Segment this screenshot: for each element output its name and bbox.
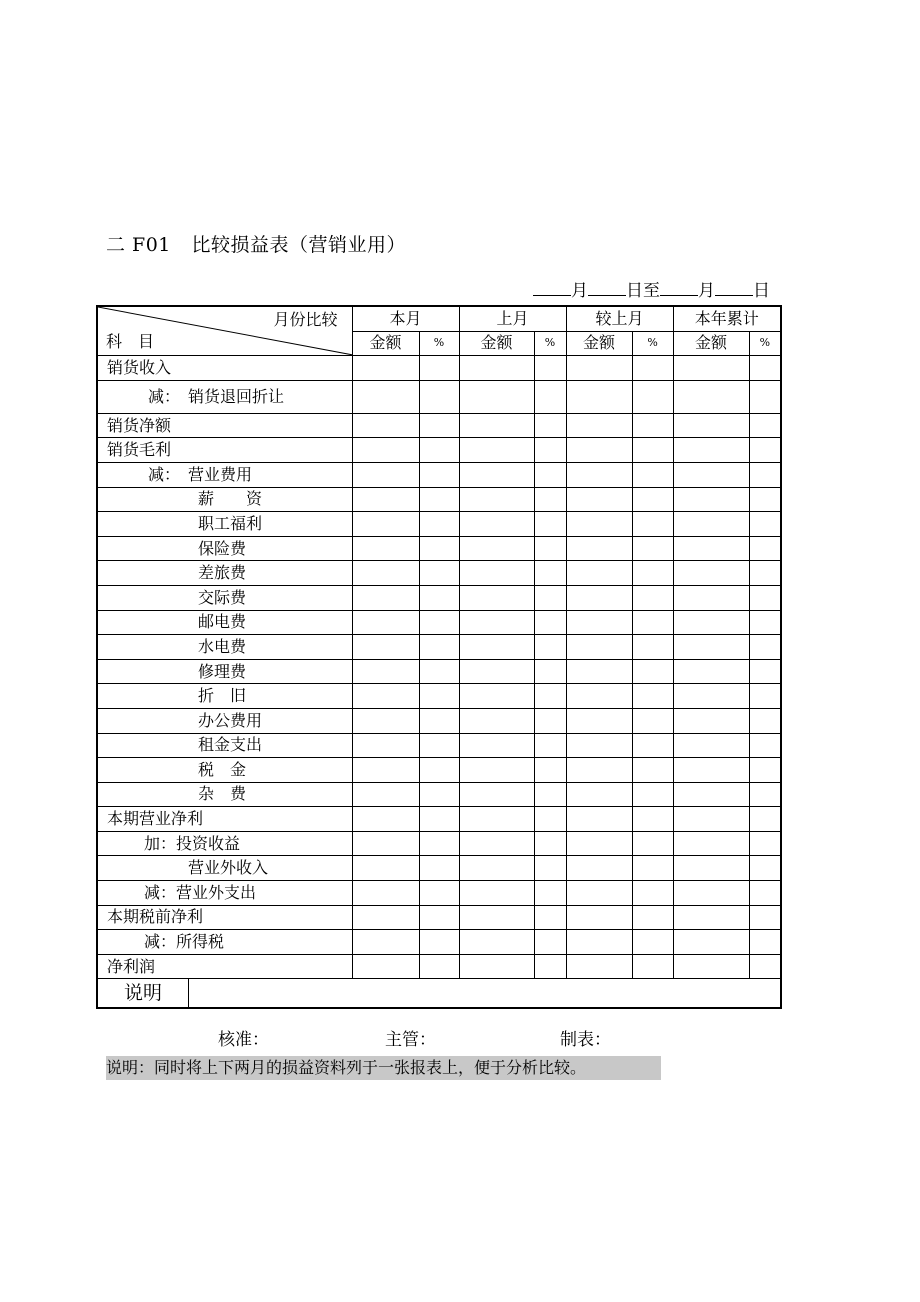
row-label: 差旅费 (97, 561, 352, 586)
pct-cell[interactable] (749, 356, 781, 381)
amount-cell[interactable] (459, 462, 534, 487)
table-row (97, 635, 781, 660)
amount-cell[interactable] (352, 462, 419, 487)
pct-cell[interactable] (534, 807, 566, 832)
note-content-cell[interactable] (352, 979, 781, 1009)
amount-cell[interactable] (566, 659, 632, 684)
table-row (97, 831, 781, 856)
amount-cell[interactable] (459, 856, 534, 881)
pct-cell[interactable] (749, 733, 781, 758)
amount-cell[interactable] (566, 438, 632, 463)
amount-cell[interactable] (459, 708, 534, 733)
pct-cell[interactable] (534, 905, 566, 930)
pct-cell[interactable] (632, 438, 673, 463)
pct-cell[interactable] (534, 758, 566, 783)
pct-cell[interactable] (749, 635, 781, 660)
amount-cell[interactable] (566, 708, 632, 733)
amount-cell[interactable] (459, 758, 534, 783)
row-label: 保险费 (97, 536, 352, 561)
pct-cell[interactable] (534, 380, 566, 413)
amount-cell[interactable] (352, 585, 419, 610)
amount-cell[interactable] (566, 512, 632, 537)
pct-cell[interactable] (632, 561, 673, 586)
table-row (97, 684, 781, 709)
row-label: 销货净额 (97, 413, 352, 438)
table-row (97, 561, 781, 586)
pct-cell[interactable] (632, 684, 673, 709)
preparer-label: 制表： (560, 1030, 611, 1050)
pct-cell[interactable] (419, 536, 459, 561)
amount-cell[interactable] (566, 462, 632, 487)
table-row (97, 733, 781, 758)
pct-cell[interactable] (419, 881, 459, 906)
amount-cell[interactable] (566, 684, 632, 709)
amount-cell[interactable] (459, 512, 534, 537)
row-label: 薪 资 (97, 487, 352, 512)
pct-cell[interactable] (632, 413, 673, 438)
amount-cell[interactable] (459, 356, 534, 381)
amount-cell[interactable] (459, 733, 534, 758)
pct-cell[interactable] (419, 380, 459, 413)
pct-cell[interactable] (419, 585, 459, 610)
pct-cell[interactable] (534, 512, 566, 537)
row-label: 减： 营业费用 (97, 462, 352, 487)
amount-cell[interactable] (459, 635, 534, 660)
amount-cell[interactable] (673, 536, 749, 561)
amount-cell[interactable] (352, 635, 419, 660)
income-statement-table (96, 305, 782, 1009)
amount-cell[interactable] (352, 881, 419, 906)
amount-cell[interactable] (673, 585, 749, 610)
amount-cell[interactable] (352, 487, 419, 512)
day-blank-2[interactable] (715, 279, 753, 296)
amount-cell[interactable] (673, 438, 749, 463)
amount-cell[interactable] (566, 610, 632, 635)
amount-cell[interactable] (673, 380, 749, 413)
footnote: 说明：同时将上下两月的损益资料列于一张报表上，便于分析比较。 (106, 1056, 661, 1080)
table-row (97, 708, 781, 733)
pct-cell[interactable] (749, 585, 781, 610)
amount-cell[interactable] (566, 856, 632, 881)
amount-cell[interactable] (352, 413, 419, 438)
amount-cell[interactable] (352, 905, 419, 930)
amount-cell[interactable] (352, 930, 419, 955)
pct-cell[interactable] (419, 561, 459, 586)
amount-cell[interactable] (566, 930, 632, 955)
pct-cell[interactable] (534, 462, 566, 487)
table-row (97, 881, 781, 906)
row-label: 本期营业净利 (97, 807, 352, 832)
row-label: 邮电费 (97, 610, 352, 635)
amount-cell[interactable] (459, 684, 534, 709)
pct-cell[interactable] (534, 856, 566, 881)
pct-cell[interactable] (749, 610, 781, 635)
corner-subject: 科 目 (106, 332, 155, 352)
pct-cell[interactable] (632, 856, 673, 881)
amount-cell[interactable] (566, 356, 632, 381)
amount-cell[interactable] (352, 954, 419, 979)
pct-cell[interactable] (419, 831, 459, 856)
amount-cell[interactable] (459, 487, 534, 512)
row-label: 加：投资收益 (97, 831, 352, 856)
row-label: 减： 销货退回折让 (97, 380, 352, 413)
month-label-2: 月 (698, 281, 715, 301)
row-label: 本期税前净利 (97, 905, 352, 930)
table-row (97, 856, 781, 881)
pct-cell[interactable] (749, 561, 781, 586)
amount-cell[interactable] (566, 561, 632, 586)
manager-label: 主管： (385, 1030, 436, 1050)
amount-cell[interactable] (673, 905, 749, 930)
pct-cell[interactable] (749, 684, 781, 709)
pct-cell[interactable] (419, 807, 459, 832)
row-label: 折 旧 (97, 684, 352, 709)
table-row (97, 438, 781, 463)
amount-cell[interactable] (566, 413, 632, 438)
pct-cell[interactable] (749, 380, 781, 413)
pct-cell[interactable] (534, 487, 566, 512)
pct-cell[interactable] (534, 659, 566, 684)
sub-amount: 金额 (459, 331, 534, 356)
month-label-1: 月 (571, 281, 588, 301)
pct-cell[interactable] (419, 782, 459, 807)
table-row (97, 512, 781, 537)
pct-cell[interactable] (419, 684, 459, 709)
amount-cell[interactable] (352, 684, 419, 709)
pct-cell[interactable] (632, 733, 673, 758)
pct-cell[interactable] (632, 380, 673, 413)
pct-cell[interactable] (534, 930, 566, 955)
amount-cell[interactable] (459, 659, 534, 684)
amount-cell[interactable] (459, 905, 534, 930)
sub-pct: % (534, 331, 566, 356)
amount-cell[interactable] (673, 758, 749, 783)
table-row (97, 585, 781, 610)
pct-cell[interactable] (534, 708, 566, 733)
sub-pct: % (419, 331, 459, 356)
table-row (97, 807, 781, 832)
amount-cell[interactable] (352, 380, 419, 413)
pct-cell[interactable] (632, 930, 673, 955)
amount-cell[interactable] (673, 512, 749, 537)
amount-cell[interactable] (566, 758, 632, 783)
amount-cell[interactable] (459, 782, 534, 807)
pct-cell[interactable] (419, 610, 459, 635)
amount-cell[interactable] (459, 954, 534, 979)
amount-cell[interactable] (352, 733, 419, 758)
pct-cell[interactable] (749, 536, 781, 561)
pct-cell[interactable] (749, 954, 781, 979)
pct-cell[interactable] (419, 659, 459, 684)
month-blank-1[interactable] (533, 279, 571, 296)
amount-cell[interactable] (352, 758, 419, 783)
amount-cell[interactable] (673, 831, 749, 856)
amount-cell[interactable] (459, 585, 534, 610)
amount-cell[interactable] (566, 487, 632, 512)
amount-cell[interactable] (459, 561, 534, 586)
amount-cell[interactable] (566, 807, 632, 832)
form-title: 比较损益表（营销业用） (191, 234, 406, 256)
pct-cell[interactable] (419, 487, 459, 512)
table-row (97, 930, 781, 955)
row-label: 税 金 (97, 758, 352, 783)
amount-cell[interactable] (566, 536, 632, 561)
pct-cell[interactable] (749, 413, 781, 438)
amount-cell[interactable] (459, 831, 534, 856)
pct-cell[interactable] (749, 881, 781, 906)
header-last-month: 上月 (459, 306, 566, 331)
amount-cell[interactable] (673, 733, 749, 758)
row-label: 减：营业外支出 (97, 881, 352, 906)
amount-cell[interactable] (673, 635, 749, 660)
sub-amount: 金额 (352, 331, 419, 356)
row-label: 职工福利 (97, 512, 352, 537)
pct-cell[interactable] (419, 438, 459, 463)
pct-cell[interactable] (534, 831, 566, 856)
pct-cell[interactable] (534, 585, 566, 610)
amount-cell[interactable] (566, 733, 632, 758)
pct-cell[interactable] (749, 487, 781, 512)
pct-cell[interactable] (419, 733, 459, 758)
pct-cell[interactable] (632, 905, 673, 930)
pct-cell[interactable] (749, 438, 781, 463)
pct-cell[interactable] (632, 487, 673, 512)
amount-cell[interactable] (352, 536, 419, 561)
table-row (97, 380, 781, 413)
amount-cell[interactable] (459, 807, 534, 832)
pct-cell[interactable] (632, 954, 673, 979)
amount-cell[interactable] (352, 782, 419, 807)
amount-cell[interactable] (673, 708, 749, 733)
pct-cell[interactable] (534, 881, 566, 906)
row-label: 减：所得税 (97, 930, 352, 955)
amount-cell[interactable] (566, 954, 632, 979)
header-this-month: 本月 (352, 306, 459, 331)
pct-cell[interactable] (632, 536, 673, 561)
amount-cell[interactable] (566, 905, 632, 930)
row-label: 修理费 (97, 659, 352, 684)
pct-cell[interactable] (534, 413, 566, 438)
amount-cell[interactable] (459, 930, 534, 955)
table-row (97, 413, 781, 438)
row-label: 销货收入 (97, 356, 352, 381)
pct-cell[interactable] (632, 782, 673, 807)
amount-cell[interactable] (352, 610, 419, 635)
amount-cell[interactable] (673, 413, 749, 438)
pct-cell[interactable] (534, 438, 566, 463)
header-vs-last-month: 较上月 (566, 306, 673, 331)
row-label: 销货毛利 (97, 438, 352, 463)
row-label: 办公费用 (97, 708, 352, 733)
amount-cell[interactable] (673, 610, 749, 635)
sub-amount: 金额 (673, 331, 749, 356)
table-row (97, 487, 781, 512)
pct-cell[interactable] (749, 905, 781, 930)
pct-cell[interactable] (749, 856, 781, 881)
amount-cell[interactable] (459, 536, 534, 561)
form-code: 二 F01 (106, 234, 171, 256)
pct-cell[interactable] (632, 708, 673, 733)
pct-cell[interactable] (419, 930, 459, 955)
pct-cell[interactable] (419, 708, 459, 733)
pct-cell[interactable] (632, 881, 673, 906)
pct-cell[interactable] (632, 807, 673, 832)
amount-cell[interactable] (352, 659, 419, 684)
pct-cell[interactable] (749, 659, 781, 684)
amount-cell[interactable] (673, 807, 749, 832)
pct-cell[interactable] (749, 512, 781, 537)
amount-cell[interactable] (673, 881, 749, 906)
table-row (97, 610, 781, 635)
amount-cell[interactable] (566, 380, 632, 413)
note-row (97, 979, 781, 1009)
amount-cell[interactable] (566, 881, 632, 906)
amount-cell[interactable] (673, 782, 749, 807)
pct-cell[interactable] (534, 536, 566, 561)
page-title (106, 230, 406, 257)
pct-cell[interactable] (749, 930, 781, 955)
pct-cell[interactable] (749, 807, 781, 832)
sub-amount: 金额 (566, 331, 632, 356)
pct-cell[interactable] (534, 635, 566, 660)
amount-cell[interactable] (566, 585, 632, 610)
row-label: 租金支出 (97, 733, 352, 758)
pct-cell[interactable] (534, 733, 566, 758)
pct-cell[interactable] (632, 831, 673, 856)
table-row (97, 356, 781, 381)
pct-cell[interactable] (419, 635, 459, 660)
amount-cell[interactable] (352, 561, 419, 586)
pct-cell[interactable] (749, 708, 781, 733)
amount-cell[interactable] (352, 438, 419, 463)
amount-cell[interactable] (566, 635, 632, 660)
amount-cell[interactable] (673, 856, 749, 881)
table-row (97, 536, 781, 561)
row-label: 水电费 (97, 635, 352, 660)
approval-label: 核准： (218, 1030, 269, 1050)
header-ytd: 本年累计 (673, 306, 781, 331)
corner-month-compare: 月份比较 (273, 310, 338, 329)
date-range (533, 276, 770, 301)
pct-cell[interactable] (534, 684, 566, 709)
amount-cell[interactable] (352, 807, 419, 832)
pct-cell[interactable] (534, 356, 566, 381)
day-blank-1[interactable] (588, 279, 626, 296)
amount-cell[interactable] (673, 954, 749, 979)
amount-cell[interactable] (352, 512, 419, 537)
pct-cell[interactable] (419, 356, 459, 381)
header-corner-cell (97, 306, 352, 356)
table-row (97, 954, 781, 979)
pct-cell[interactable] (749, 462, 781, 487)
amount-cell[interactable] (673, 487, 749, 512)
day-label-2: 日 (753, 281, 770, 301)
amount-cell[interactable] (352, 708, 419, 733)
table-row (97, 758, 781, 783)
amount-cell[interactable] (459, 881, 534, 906)
pct-cell[interactable] (419, 462, 459, 487)
amount-cell[interactable] (459, 413, 534, 438)
pct-cell[interactable] (749, 758, 781, 783)
amount-cell[interactable] (566, 831, 632, 856)
sub-pct: % (749, 331, 781, 356)
amount-cell[interactable] (673, 684, 749, 709)
amount-cell[interactable] (352, 831, 419, 856)
pct-cell[interactable] (632, 512, 673, 537)
row-label: 杂 费 (97, 782, 352, 807)
sub-pct: % (632, 331, 673, 356)
pct-cell[interactable] (534, 561, 566, 586)
amount-cell[interactable] (673, 561, 749, 586)
table-row (97, 905, 781, 930)
pct-cell[interactable] (419, 856, 459, 881)
amount-cell[interactable] (673, 356, 749, 381)
pct-cell[interactable] (632, 610, 673, 635)
pct-cell[interactable] (419, 758, 459, 783)
amount-cell[interactable] (673, 659, 749, 684)
month-blank-2[interactable] (660, 279, 698, 296)
note-label (97, 979, 352, 1009)
amount-cell[interactable] (459, 380, 534, 413)
amount-cell[interactable] (673, 930, 749, 955)
pct-cell[interactable] (632, 585, 673, 610)
amount-cell[interactable] (352, 856, 419, 881)
pct-cell[interactable] (632, 758, 673, 783)
row-label: 营业外收入 (97, 856, 352, 881)
pct-cell[interactable] (419, 413, 459, 438)
row-label: 交际费 (97, 585, 352, 610)
amount-cell[interactable] (459, 610, 534, 635)
note-label-text: 说明 (98, 979, 189, 1007)
amount-cell[interactable] (352, 356, 419, 381)
day-label-1: 日至 (626, 281, 660, 301)
pct-cell[interactable] (632, 462, 673, 487)
pct-cell[interactable] (632, 659, 673, 684)
row-label: 净利润 (97, 954, 352, 979)
table-row (97, 659, 781, 684)
pct-cell[interactable] (632, 635, 673, 660)
pct-cell[interactable] (419, 905, 459, 930)
pct-cell[interactable] (749, 782, 781, 807)
amount-cell[interactable] (673, 462, 749, 487)
pct-cell[interactable] (534, 954, 566, 979)
pct-cell[interactable] (534, 782, 566, 807)
pct-cell[interactable] (419, 954, 459, 979)
amount-cell[interactable] (459, 438, 534, 463)
pct-cell[interactable] (749, 831, 781, 856)
amount-cell[interactable] (566, 782, 632, 807)
pct-cell[interactable] (419, 512, 459, 537)
table-row (97, 462, 781, 487)
table-row (97, 782, 781, 807)
pct-cell[interactable] (534, 610, 566, 635)
pct-cell[interactable] (632, 356, 673, 381)
